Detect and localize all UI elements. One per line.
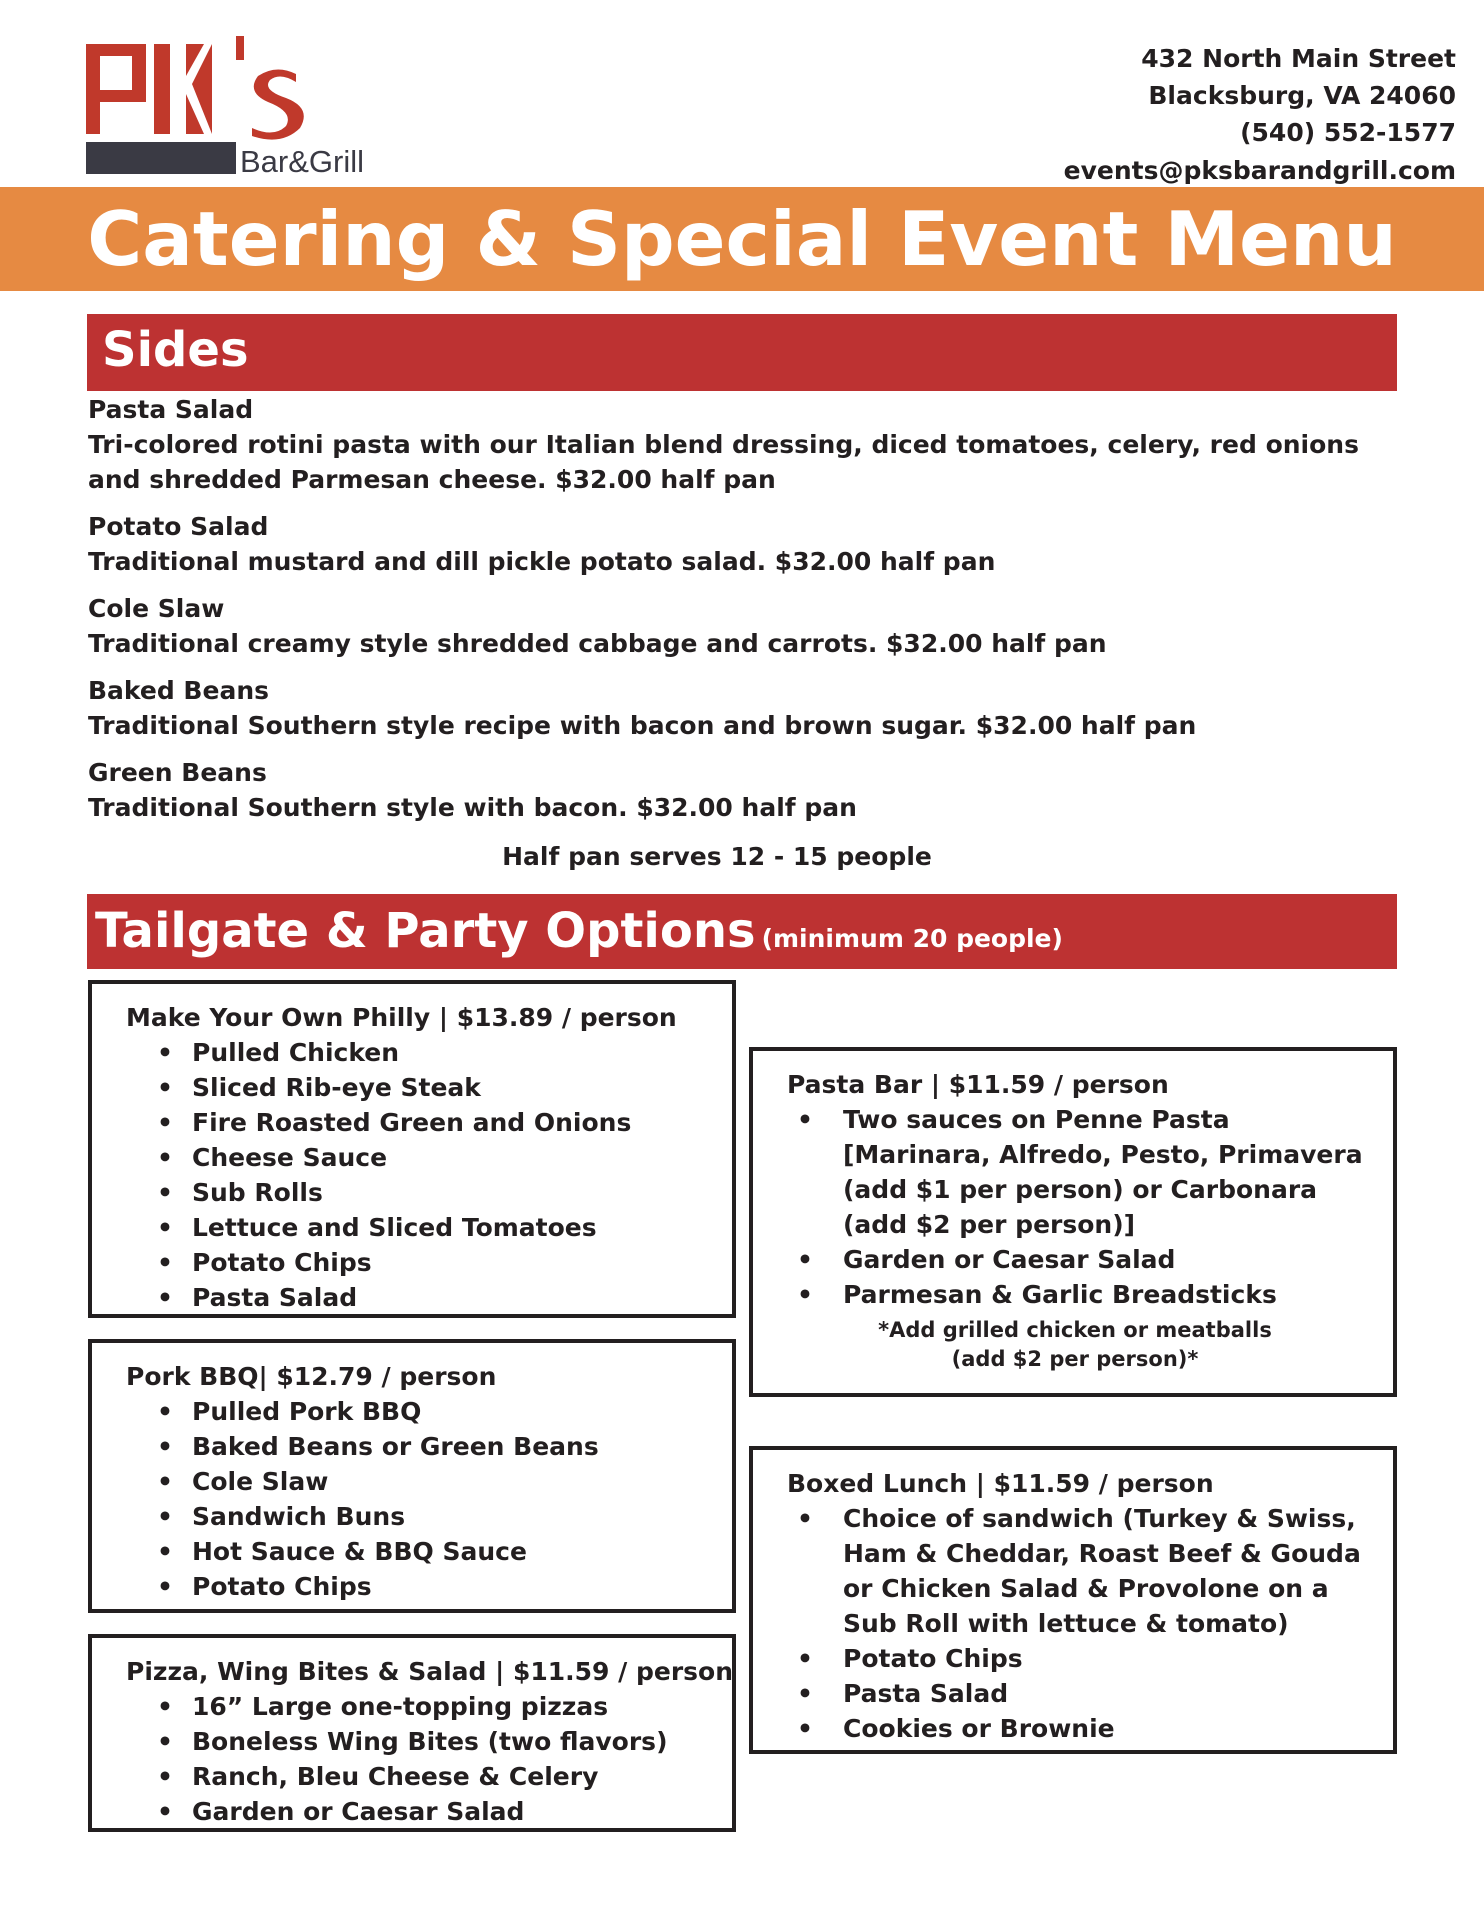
package-item: • Hot Sauce & BBQ Sauce xyxy=(157,1534,712,1569)
package-items xyxy=(126,1394,712,1604)
package-item: • Parmesan & Garlic Breadsticks xyxy=(797,1277,1373,1312)
tailgate-minimum-note: (minimum 20 people) xyxy=(761,924,1063,953)
side-item-description: Tri-colored rotini pasta with our Italian blend dressing, diced tomatoes, celery, red onions and shredded Parmesan cheese. $32.00 half pan xyxy=(88,430,1359,494)
package-title: Pasta Bar | $11.59 / person xyxy=(787,1070,1169,1099)
addon-line: (add $2 per person)* xyxy=(951,1347,1199,1371)
package-title: Boxed Lunch | $11.59 / person xyxy=(787,1469,1214,1498)
email-address: events@pksbarandgrill.com xyxy=(1063,156,1456,185)
package-item: • Lettuce and Sliced Tomatoes xyxy=(157,1210,712,1245)
package-items xyxy=(787,1102,1373,1312)
pks-logo-graphic xyxy=(86,36,386,176)
contact-info xyxy=(1064,40,1456,189)
logo-subtitle: Bar&Grill xyxy=(240,144,365,176)
package-item: • 16” Large one-topping pizzas xyxy=(157,1689,712,1724)
side-item-name: Potato Salad xyxy=(88,512,269,541)
side-item-description: Traditional creamy style shredded cabbage and carrots. $32.00 half pan xyxy=(88,629,1107,658)
page-title-banner xyxy=(0,187,1484,291)
package-item: • Pasta Salad xyxy=(157,1280,712,1315)
side-item xyxy=(88,392,1388,497)
tailgate-heading-bar xyxy=(87,894,1397,969)
package-item: • Garden or Caesar Salad xyxy=(797,1242,1373,1277)
sides-heading-bar xyxy=(87,314,1397,391)
package-items xyxy=(787,1501,1373,1746)
package-item: • Sliced Rib-eye Steak xyxy=(157,1070,712,1105)
side-item xyxy=(88,673,1388,743)
package-item: • Boneless Wing Bites (two flavors) xyxy=(157,1724,712,1759)
package-item: • Garden or Caesar Salad xyxy=(157,1794,712,1829)
addon-line: *Add grilled chicken or meatballs xyxy=(878,1318,1272,1342)
tailgate-heading: Tailgate & Party Options xyxy=(95,903,756,959)
package-item: • Sandwich Buns xyxy=(157,1499,712,1534)
address-city: Blacksburg, VA 24060 xyxy=(1148,81,1456,110)
package-item: • Cole Slaw xyxy=(157,1464,712,1499)
phone-number: (540) 552-1577 xyxy=(1240,118,1456,147)
philly-package-box xyxy=(88,980,736,1318)
side-item-name: Cole Slaw xyxy=(88,594,225,623)
boxed-lunch-package-box xyxy=(749,1446,1397,1754)
pasta-bar-package-box xyxy=(749,1047,1397,1397)
sides-list xyxy=(88,392,1388,837)
side-item-name: Baked Beans xyxy=(88,676,269,705)
logo xyxy=(86,36,386,176)
package-item: • Sub Rolls xyxy=(157,1175,712,1210)
side-item-name: Green Beans xyxy=(88,758,267,787)
pasta-addon-note xyxy=(787,1316,1373,1374)
page-title: Catering & Special Event Menu xyxy=(87,195,1397,283)
package-item: • Choice of sandwich (Turkey & Swiss, Ham & Cheddar, Roast Beef & Gouda or Chicken Salad & Provolone on a Sub Roll with lettuce & tomato) xyxy=(797,1501,1373,1641)
package-title: Pizza, Wing Bites & Salad | $11.59 / person xyxy=(126,1657,734,1686)
package-item: • Ranch, Bleu Cheese & Celery xyxy=(157,1759,712,1794)
package-item: • Cookies or Brownie xyxy=(797,1711,1373,1746)
package-items xyxy=(126,1689,712,1829)
package-item: • Cheese Sauce xyxy=(157,1140,712,1175)
package-item: • Pasta Salad xyxy=(797,1676,1373,1711)
package-item: • Potato Chips xyxy=(157,1245,712,1280)
package-title: Pork BBQ| $12.79 / person xyxy=(126,1362,497,1391)
sides-heading: Sides xyxy=(102,322,249,378)
pork-bbq-package-box xyxy=(88,1339,736,1613)
package-item: • Two sauces on Penne Pasta [Marinara, Alfredo, Pesto, Primavera (add $1 per person) or Carbonara (add $2 per person)] xyxy=(797,1102,1373,1242)
side-item-description: Traditional Southern style with bacon. $32.00 half pan xyxy=(88,793,857,822)
package-item: • Pulled Chicken xyxy=(157,1035,712,1070)
side-item-description: Traditional mustard and dill pickle potato salad. $32.00 half pan xyxy=(88,547,996,576)
side-item xyxy=(88,591,1388,661)
side-item-name: Pasta Salad xyxy=(88,395,254,424)
package-title: Make Your Own Philly | $13.89 / person xyxy=(126,1003,677,1032)
side-item xyxy=(88,755,1388,825)
package-item: • Fire Roasted Green and Onions xyxy=(157,1105,712,1140)
side-item xyxy=(88,509,1388,579)
package-item: • Pulled Pork BBQ xyxy=(157,1394,712,1429)
address-street: 432 North Main Street xyxy=(1141,44,1456,73)
package-item: • Potato Chips xyxy=(157,1569,712,1604)
serving-note: Half pan serves 12 - 15 people xyxy=(502,842,932,871)
pizza-package-box xyxy=(88,1634,736,1832)
side-item-description: Traditional Southern style recipe with bacon and brown sugar. $32.00 half pan xyxy=(88,711,1197,740)
package-item: • Baked Beans or Green Beans xyxy=(157,1429,712,1464)
package-items xyxy=(126,1035,712,1315)
package-item: • Potato Chips xyxy=(797,1641,1373,1676)
